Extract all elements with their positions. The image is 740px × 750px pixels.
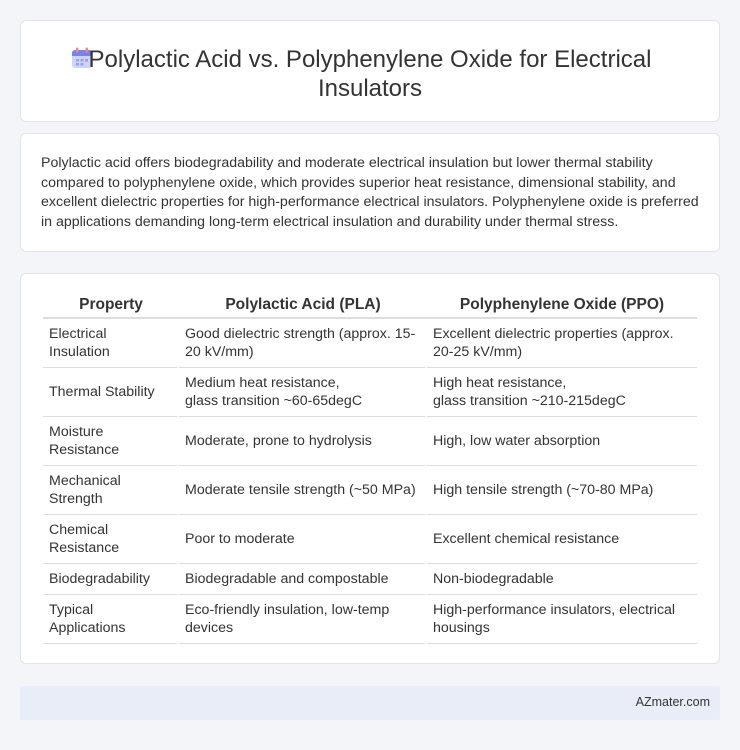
pla-cell: Biodegradable and compostable <box>179 564 427 595</box>
title-card <box>20 20 720 122</box>
property-cell: Biodegradability <box>43 564 179 595</box>
table-row <box>43 595 697 644</box>
ppo-cell: High-performance insulators, electrical housings <box>427 595 697 644</box>
pla-cell: Medium heat resistance, glass transition ~60-65degC <box>179 368 427 417</box>
column-header-ppo: Polyphenylene Oxide (PPO) <box>427 292 697 319</box>
property-cell: Thermal Stability <box>43 368 179 417</box>
footer <box>20 686 720 720</box>
table-row <box>43 466 697 515</box>
table-row <box>43 417 697 466</box>
pla-cell: Eco-friendly insulation, low-temp devices <box>179 595 427 644</box>
ppo-cell: High tensile strength (~70-80 MPa) <box>427 466 697 515</box>
table-row <box>43 515 697 564</box>
ppo-cell: Excellent dielectric properties (approx. 20-25 kV/mm) <box>427 319 697 368</box>
property-cell: Moisture Resistance <box>43 417 179 466</box>
ppo-cell: Non-biodegradable <box>427 564 697 595</box>
page-title: Polylactic Acid vs. Polyphenylene Oxide for Electrical Insulators <box>88 46 652 102</box>
property-cell: Chemical Resistance <box>43 515 179 564</box>
property-cell: Electrical Insulation <box>43 319 179 368</box>
table-row <box>43 319 697 368</box>
ppo-cell: High, low water absorption <box>427 417 697 466</box>
pla-cell: Moderate tensile strength (~50 MPa) <box>179 466 427 515</box>
footer-brand: AZmater.com <box>635 695 710 709</box>
summary-card <box>20 133 720 252</box>
property-cell: Mechanical Strength <box>43 466 179 515</box>
summary-text: Polylactic acid offers biodegradability and moderate electrical insulation but lower thermal stability compared to polyphenylene oxide, which provides superior heat resistance, dimensional stability, and excellent dielectric properties for high-performance electrical insulators. Polyphenylene oxide is preferred in applications demanding long-term electrical insulation and durability under thermal stress. <box>41 155 699 230</box>
pla-cell: Poor to moderate <box>179 515 427 564</box>
comparison-table-card <box>20 273 720 664</box>
column-header-property: Property <box>43 292 179 319</box>
property-cell: Typical Applications <box>43 595 179 644</box>
pla-cell: Good dielectric strength (approx. 15-20 kV/mm) <box>179 319 427 368</box>
ppo-cell: High heat resistance, glass transition ~210-215degC <box>427 368 697 417</box>
table-row <box>43 368 697 417</box>
ppo-cell: Excellent chemical resistance <box>427 515 697 564</box>
comparison-table <box>43 292 697 644</box>
pla-cell: Moderate, prone to hydrolysis <box>179 417 427 466</box>
column-header-pla: Polylactic Acid (PLA) <box>179 292 427 319</box>
table-header-row <box>43 292 697 319</box>
table-row <box>43 564 697 595</box>
